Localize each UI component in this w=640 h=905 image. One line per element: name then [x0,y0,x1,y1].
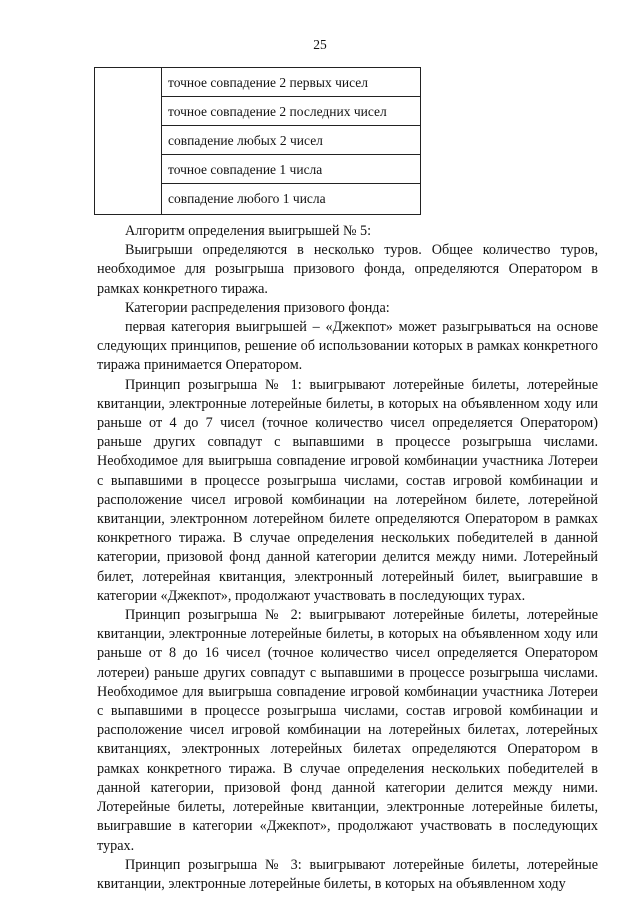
algorithm-heading: Алгоритм определения выигрышей № 5: [125,223,372,239]
paragraph-principle-3: Принцип розыгрыша № 3: выигрывают лотерейные билеты, лотерейные квитанции, электронные лотерейные билеты, в которых на объявленном ходу [97,856,598,892]
document-body [97,222,598,894]
table-row: точное совпадение 2 последних чисел [162,97,420,126]
paragraph-jackpot: первая категория выигрышей – «Джекпот» может разыгрываться на основе следующих принципов, решение об использовании которых в рамках конкретного тиража принимается Оператором. [97,319,598,374]
table-empty-column [95,68,162,214]
prize-table [94,67,421,215]
table-row: совпадение любых 2 чисел [162,126,420,155]
paragraph-tours: Выигрыши определяются в несколько туров. Общее количество туров, необходимое для розыгрыша призового фонда, определяются Оператором в рамках конкретного тиража. [97,242,598,297]
table-row: точное совпадение 2 первых чисел [162,68,420,97]
paragraph-principle-1: Принцип розыгрыша № 1: выигрывают лотерейные билеты, лотерейные квитанции, электронные лотерейные билеты, в которых на объявленном ходу или раньше от 4 до 7 чисел (точное количество чисел определяется Оператором) раньше других совпадут с выпавшими в процессе розыгрыша числами. Необходимое для выигрыша совпадение игровой комбинации участника Лотереи с выпавшими в процессе розыгрыша числами, состав игровой комбинации и расположение чисел игровой комбинации на лотерейном билете, лотерейной квитанции, электронном лотерейном билете определяются Оператором в рамках конкретного тиража. В случае определения нескольких победителей в данной категории, призовой фонд данной категории делится между ними. Лотерейный билет, лотерейная квитанция, электронный лотерейный билет, выигравшие в категории «Джекпот», продолжают участвовать в последующих турах. [97,376,598,604]
paragraph-principle-2: Принцип розыгрыша № 2: выигрывают лотерейные билеты, лотерейные квитанции, электронные лотерейные билеты, в которых на объявленном ходу или раньше от 8 до 16 чисел (точное количество чисел определяется Оператором лотереи) раньше других совпадут с выпавшими в процессе розыгрыша числами. Необходимое для выигрыша совпадение игровой комбинации участника Лотереи с выпавшими в процессе розыгрыша числами, состав игровой комбинации и расположение чисел игровой комбинации на лотерейных билетах, лотерейных квитанциях, электронных лотерейных билетах определяются Оператором в рамках конкретного тиража. В случае определения нескольких победителей в данной категории, призовой фонд данной категории делится между ними. Лотерейные билеты, лотерейные квитанции, электронные лотерейные билеты, выигравшие в категории «Джекпот», продолжают участвовать в последующих турах. [97,607,598,854]
table-row: точное совпадение 1 числа [162,155,420,184]
paragraph-categories-heading: Категории распределения призового фонда: [125,299,390,316]
page-number: 25 [313,37,327,52]
table-row: совпадение любого 1 числа [168,191,326,206]
